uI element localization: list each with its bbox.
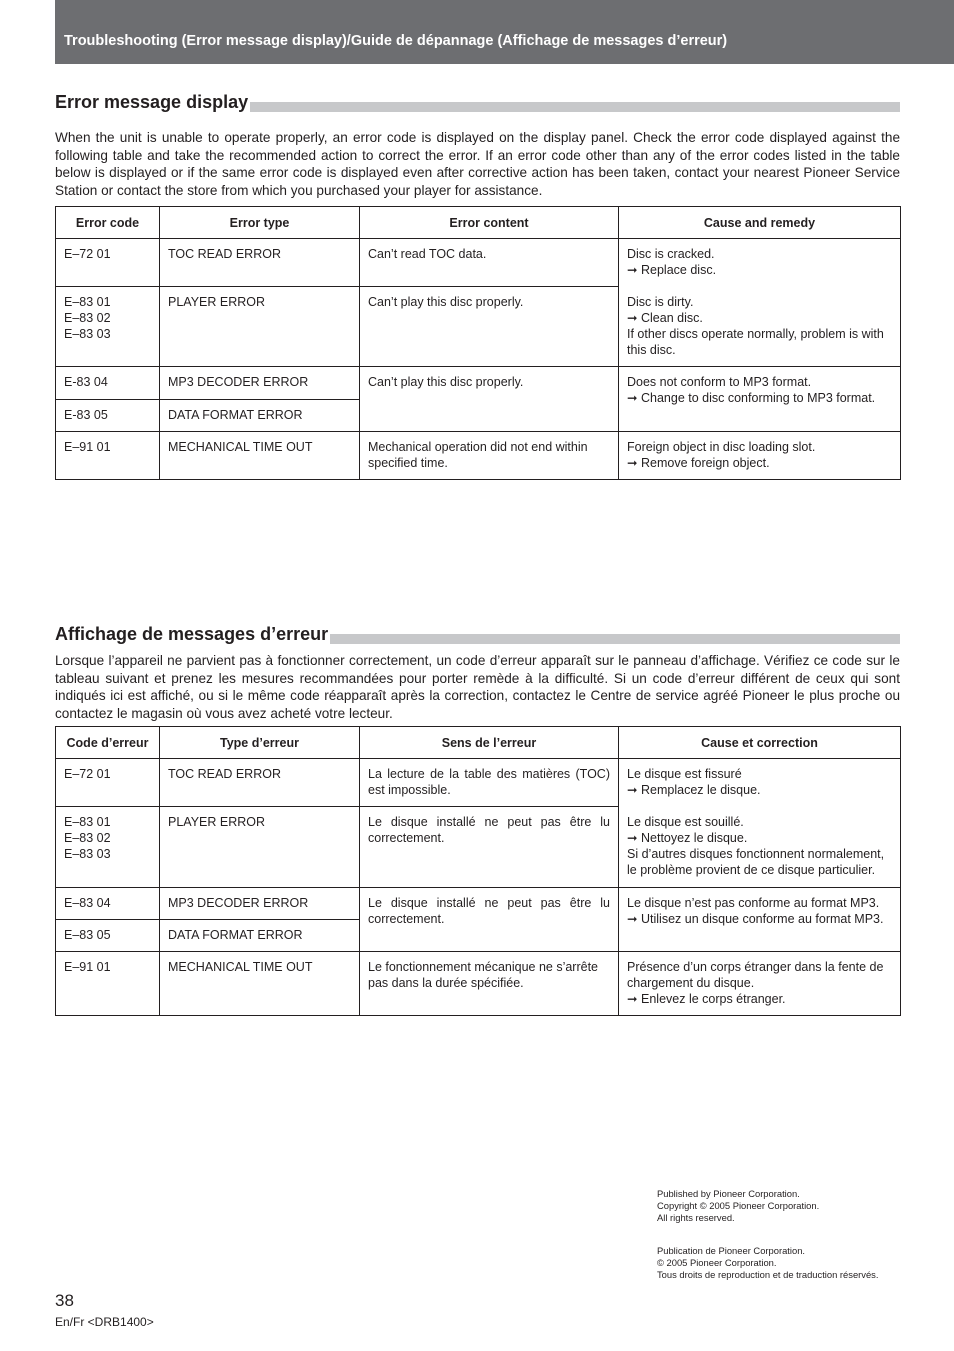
model-code: En/Fr <DRB1400> <box>55 1315 154 1329</box>
remedy-note: Si d’autres disques fonctionnent normalement, le problème provient de ce disque particulier. <box>627 847 885 877</box>
copyright-line: © 2005 Pioneer Corporation. <box>657 1257 777 1268</box>
english-error-table <box>55 206 901 480</box>
english-intro: When the unit is unable to operate properly, an error code is displayed on the display panel. Check the error code displayed against the following table and take the recommended action to correct the error. If an error code other than any of the error codes listed in the table below is displayed or if the same error code is displayed even after corrective action has been taken, contact your nearest Pioneer Service Station or contact the store from which you purchased your player for assistance. <box>55 130 900 198</box>
error-type-cell: TOC READ ERROR <box>160 239 360 287</box>
error-type-cell: DATA FORMAT ERROR <box>160 920 360 952</box>
publisher-line: Publication de Pioneer Corporation. <box>657 1245 806 1256</box>
error-content-cell: La lecture de la table des matières (TOC) est impossible. <box>360 759 619 807</box>
error-type-cell: MECHANICAL TIME OUT <box>160 952 360 1016</box>
remedy-text: Enlevez le corps étranger. <box>641 992 786 1006</box>
table-header-row <box>56 727 901 759</box>
error-type-cell: MECHANICAL TIME OUT <box>160 432 360 480</box>
page-number: 38 <box>55 1291 74 1310</box>
error-content-cell: Le fonctionnement mécanique ne s’arrête pas dans la durée spécifiée. <box>360 952 619 1016</box>
arrow-right-icon: ➞ <box>627 912 638 926</box>
arrow-right-icon: ➞ <box>627 783 638 797</box>
table-header-row <box>56 207 901 239</box>
cause-remedy-cell <box>619 952 901 1016</box>
cause-text: Le disque est souillé. <box>627 815 744 829</box>
error-content-cell: Can’t play this disc properly. <box>360 367 619 432</box>
error-code-cell: E–83 05 <box>56 920 160 952</box>
error-type-cell: MP3 DECODER ERROR <box>160 367 360 400</box>
column-header-error-content: Sens de l’erreur <box>360 727 619 759</box>
arrow-right-icon: ➞ <box>627 456 638 470</box>
header-title: Troubleshooting (Error message display)/Guide de dépannage (Affichage de messages d’erreur) <box>64 33 728 49</box>
french-error-table <box>55 726 901 1016</box>
column-header-error-code: Code d’erreur <box>56 727 160 759</box>
error-content-cell: Can’t play this disc properly. <box>360 287 619 367</box>
error-type-cell: PLAYER ERROR <box>160 807 360 888</box>
remedy-text: Remove foreign object. <box>641 456 770 470</box>
column-header-error-content: Error content <box>360 207 619 239</box>
heading-text: Error message display <box>55 92 249 112</box>
heading-text: Affichage de messages d’erreur <box>55 624 329 644</box>
remedy-text: Replace disc. <box>641 263 717 277</box>
table-row <box>56 239 901 287</box>
error-content-cell: Le disque installé ne peut pas être lu correctement. <box>360 888 619 952</box>
arrow-right-icon: ➞ <box>627 263 638 277</box>
error-code-cell: E–83 04 <box>56 888 160 920</box>
remedy-text: Remplacez le disque. <box>641 783 761 797</box>
cause-text: Does not conform to MP3 format. <box>627 375 812 389</box>
copyright-line: Copyright © 2005 Pioneer Corporation. <box>657 1200 820 1211</box>
cause-text: Le disque n’est pas conforme au format MP3. <box>627 896 880 910</box>
column-header-error-type: Error type <box>160 207 360 239</box>
error-code-cell: E–91 01 <box>56 952 160 1016</box>
cause-remedy-cell <box>619 759 901 888</box>
section-heading-french <box>55 622 900 644</box>
french-intro: Lorsque l’appareil ne parvient pas à fonctionner correctement, un code d’erreur apparaît sur le panneau d’affichage. Vérifiez ce code sur le tableau suivant et prenez les mesures recommandées pour porter remède à la difficulté. Si un code d’erreur différent de ceux qui sont indiqués ici est affiché, ou si le même code réapparaît après la correction, contactez le Centre de service agréé Pioneer le plus proche ou contactez le magasin où vous avez acheté votre lecteur. <box>55 653 900 721</box>
error-content-cell: Le disque installé ne peut pas être lu correctement. <box>360 807 619 888</box>
publisher-note-english <box>657 1188 819 1224</box>
remedy-note: If other discs operate normally, problem is with this disc. <box>627 327 884 357</box>
table-row <box>56 432 901 480</box>
error-type-cell: TOC READ ERROR <box>160 759 360 807</box>
error-code-cell: E-83 05 <box>56 400 160 432</box>
publisher-line: Published by Pioneer Corporation. <box>657 1188 800 1199</box>
error-code-cell: E–72 01 <box>56 239 160 287</box>
cause-remedy-cell <box>619 367 901 432</box>
cause-remedy-cell <box>619 239 901 367</box>
column-header-error-code: Error code <box>56 207 160 239</box>
error-content-cell: Can’t read TOC data. <box>360 239 619 287</box>
arrow-right-icon: ➞ <box>627 311 638 325</box>
table-row <box>56 952 901 1016</box>
header-bar <box>55 0 954 64</box>
section-heading-english <box>55 90 900 112</box>
error-code-cell: E–72 01 <box>56 759 160 807</box>
cause-text: Présence d’un corps étranger dans la fente de chargement du disque. <box>627 960 884 990</box>
cause-text: Disc is cracked. <box>627 247 715 261</box>
arrow-right-icon: ➞ <box>627 831 638 845</box>
error-type-cell: PLAYER ERROR <box>160 287 360 367</box>
error-code-cell: E–83 01 E–83 02 E–83 03 <box>56 287 160 367</box>
error-code-cell: E–91 01 <box>56 432 160 480</box>
column-header-cause-remedy: Cause et correction <box>619 727 901 759</box>
remedy-text: Utilisez un disque conforme au format MP3. <box>641 912 884 926</box>
publisher-note-french <box>657 1245 878 1281</box>
table-row <box>56 888 901 920</box>
arrow-right-icon: ➞ <box>627 992 638 1006</box>
column-header-cause-remedy: Cause and remedy <box>619 207 901 239</box>
error-type-cell: DATA FORMAT ERROR <box>160 400 360 432</box>
cause-text: Le disque est fissuré <box>627 767 742 781</box>
column-header-error-type: Type d’erreur <box>160 727 360 759</box>
error-content-cell: Mechanical operation did not end within specified time. <box>360 432 619 480</box>
table-row <box>56 759 901 807</box>
remedy-text: Clean disc. <box>641 311 703 325</box>
cause-text: Disc is dirty. <box>627 295 694 309</box>
error-type-cell: MP3 DECODER ERROR <box>160 888 360 920</box>
cause-remedy-cell <box>619 432 901 480</box>
remedy-text: Change to disc conforming to MP3 format. <box>641 391 876 405</box>
cause-text: Foreign object in disc loading slot. <box>627 440 816 454</box>
table-row <box>56 367 901 400</box>
rights-line: Tous droits de reproduction et de traduction réservés. <box>657 1269 879 1280</box>
error-code-cell: E-83 04 <box>56 367 160 400</box>
cause-remedy-cell <box>619 888 901 952</box>
remedy-text: Nettoyez le disque. <box>641 831 748 845</box>
rights-line: All rights reserved. <box>657 1212 735 1223</box>
error-code-cell: E–83 01 E–83 02 E–83 03 <box>56 807 160 888</box>
arrow-right-icon: ➞ <box>627 391 638 405</box>
